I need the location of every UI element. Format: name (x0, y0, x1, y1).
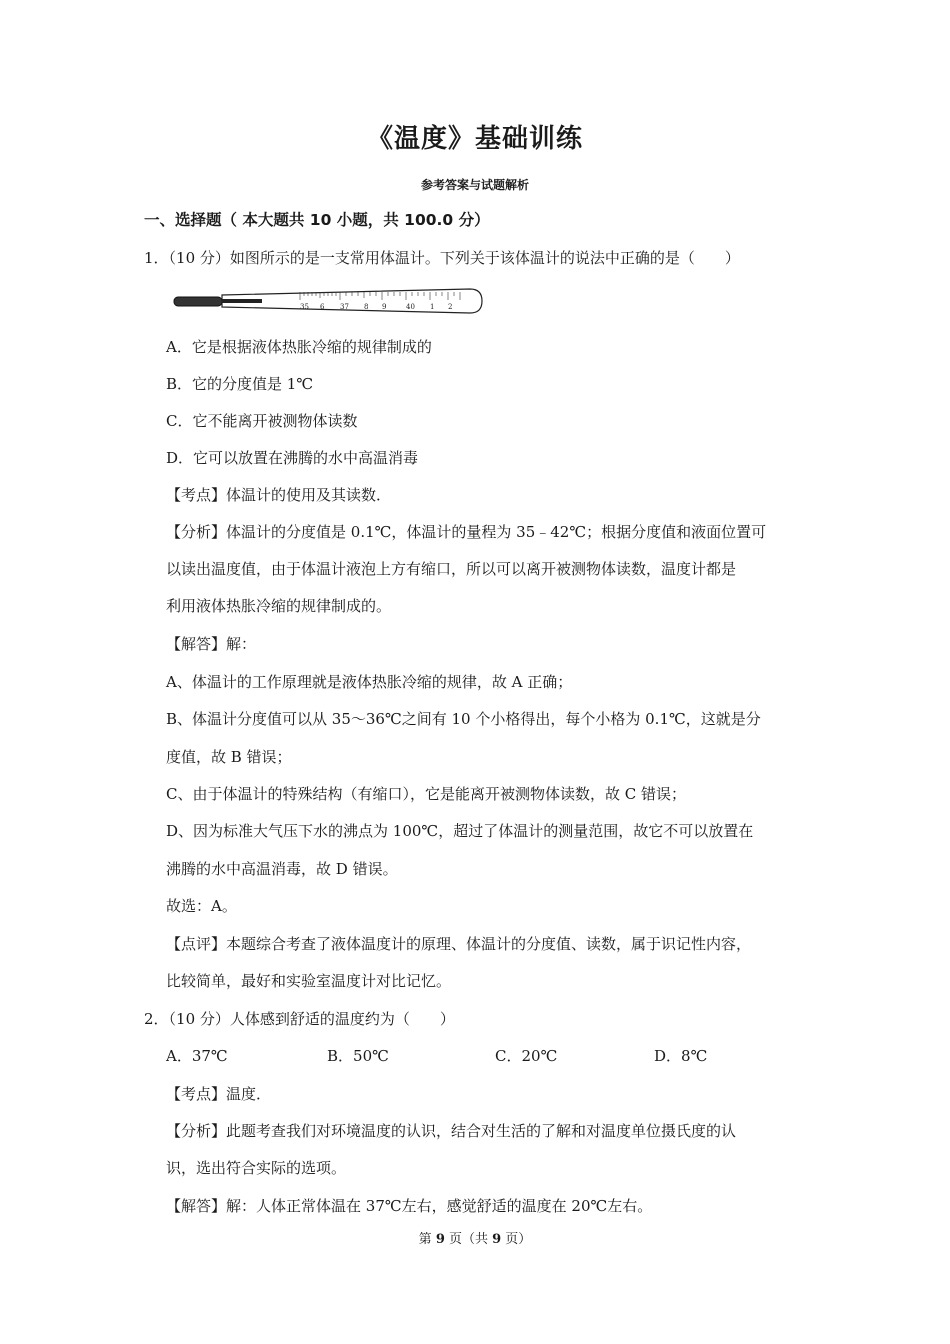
q2-jieda: 【解答】解：人体正常体温在 37℃左右，感觉舒适的温度在 20℃左右。 (166, 1197, 653, 1215)
scale-label: 2 (448, 303, 453, 311)
thermometer-bulb (174, 297, 222, 306)
q1-stem: 1．（10 分）如图所示的是一支常用体温计。下列关于该体温计的说法中正确的是（ ） (144, 249, 740, 267)
q1-dianping-line: 【点评】本题综合考查了液体温度计的原理、体温计的分度值、读数，属于识记性内容， (166, 935, 752, 953)
q1-fenxi-line: 【分析】体温计的分度值是 0.1℃，体温计的量程为 35﹣42℃；根据分度值和液面位置可 (166, 523, 767, 541)
scale-label: 40 (406, 303, 415, 311)
q1-kaodian: 【考点】体温计的使用及其读数． (166, 486, 392, 504)
q1-dianping-line: 比较简单，最好和实验室温度计对比记忆。 (166, 972, 452, 990)
section-heading: 一、选择题（ 本大题共 10 小题，共 100.0 分） (144, 211, 490, 229)
q1-jieda-line: 度值，故 B 错误； (166, 748, 292, 766)
footer-mid: 页（共 (444, 1232, 493, 1247)
q1-jieda-line: D、因为标准大气压下水的沸点为 100℃，超过了体温计的测量范围，故它不可以放置在 (166, 822, 754, 840)
q1-jieda-label: 【解答】解： (166, 635, 257, 653)
q1-option-b: B．它的分度值是 1℃ (166, 375, 314, 393)
thermometer-figure (170, 285, 490, 321)
q1-option-a: A．它是根据液体热胀冷缩的规律制成的 (166, 338, 432, 356)
page-footer (0, 1228, 950, 1247)
q1-fenxi-line: 利用液体热胀冷缩的规律制成的。 (166, 597, 392, 615)
q2-kaodian: 【考点】温度． (166, 1085, 272, 1103)
q1-answer: 故选：A。 (166, 897, 237, 915)
scale-label: 1 (430, 303, 435, 311)
scale-label: 6 (320, 303, 325, 311)
q1-jieda-line: A、体温计的工作原理就是液体热胀冷缩的规律，故 A 正确； (166, 673, 573, 691)
scale-label: 35 (300, 303, 309, 311)
q1-option-d: D．它可以放置在沸腾的水中高温消毒 (166, 449, 419, 467)
q1-jieda-line: C、由于体温计的特殊结构（有缩口），它是能离开被测物体读数，故 C 错误； (166, 785, 686, 803)
q2-stem: 2．（10 分）人体感到舒适的温度约为（ ） (144, 1010, 455, 1028)
scale-label: 9 (382, 303, 387, 311)
q2-fenxi-line: 识，选出符合实际的选项。 (166, 1159, 347, 1177)
q1-jieda-line: B、体温计分度值可以从 35～36℃之间有 10 个小格得出，每个小格为 0.1℃，这就是分 (166, 710, 761, 728)
footer-prefix: 第 (418, 1232, 436, 1247)
q1-jieda-line: 沸腾的水中高温消毒，故 D 错误。 (166, 860, 398, 878)
q1-fenxi-line: 以读出温度值，由于体温计液泡上方有缩口，所以可以离开被测物体读数，温度计都是 (166, 560, 737, 578)
footer-page-number: 9 (435, 1232, 445, 1247)
q1-option-c: C．它不能离开被测物体读数 (166, 412, 358, 430)
footer-total-pages: 9 (492, 1232, 502, 1247)
q2-option-a: A．37℃ (166, 1047, 228, 1065)
scale-label: 37 (340, 303, 349, 311)
q2-fenxi-line: 【分析】此题考查我们对环境温度的认识，结合对生活的了解和对温度单位摄氏度的认 (166, 1122, 737, 1140)
scale-label: 8 (364, 303, 369, 311)
thermometer-column (222, 299, 262, 303)
q2-option-b: B．50℃ (327, 1047, 389, 1065)
q2-option-d: D．8℃ (654, 1047, 708, 1065)
document-subtitle: 参考答案与试题解析 (420, 178, 529, 192)
footer-suffix: 页） (501, 1232, 532, 1247)
document-title: 《温度》基础训练 (366, 124, 583, 154)
q2-option-c: C．20℃ (495, 1047, 558, 1065)
